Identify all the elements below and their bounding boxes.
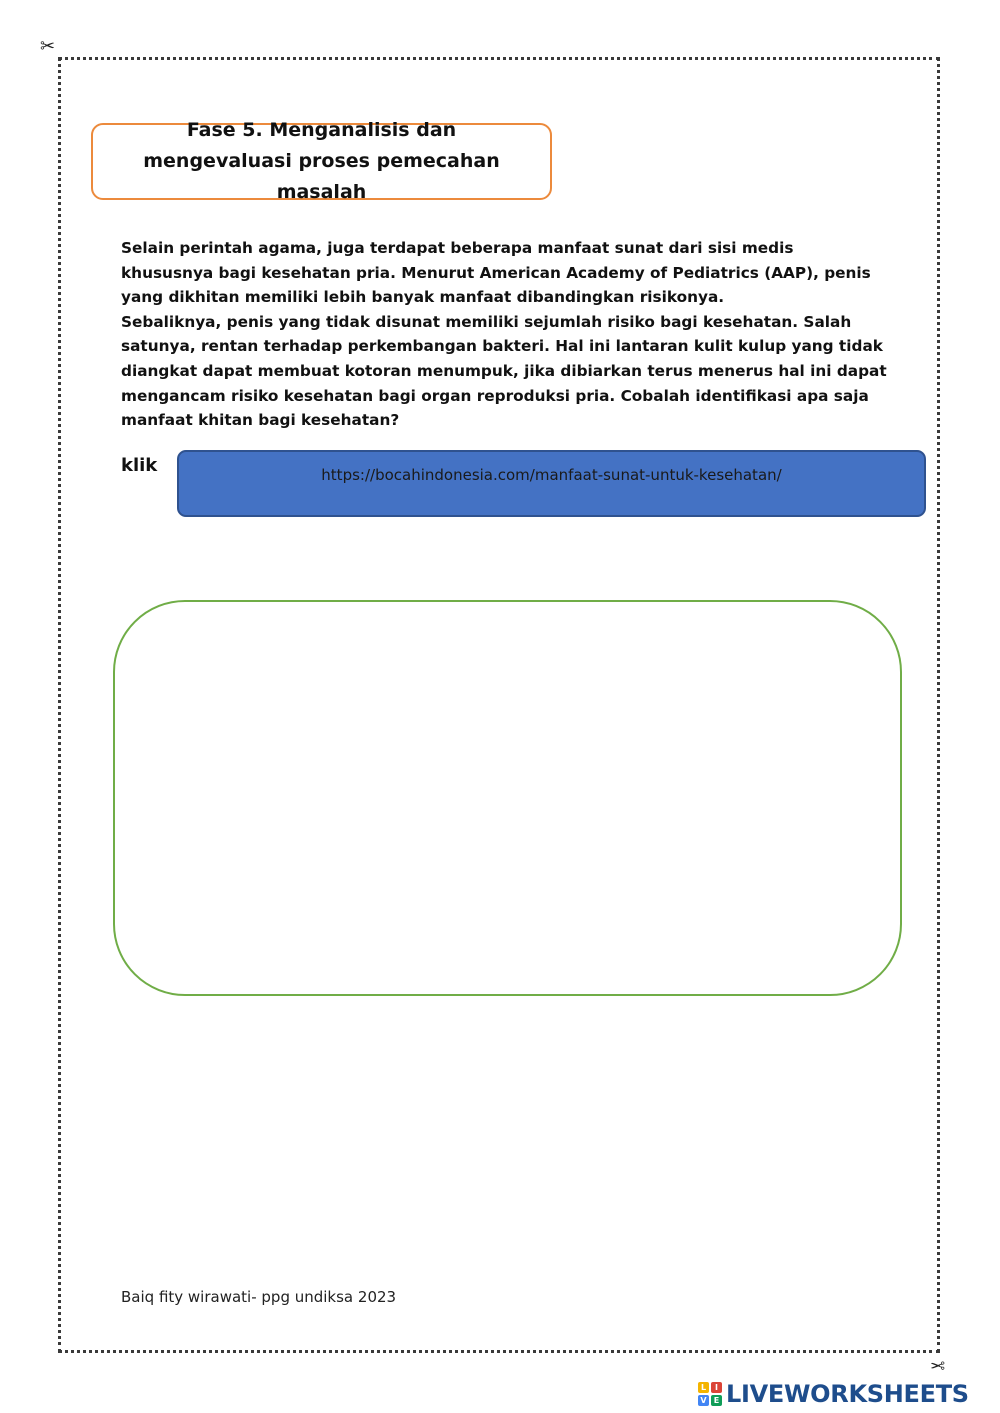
phase-heading-box <box>91 119 552 203</box>
link-url[interactable]: https://bocahindonesia.com/manfaat-sunat-untuk-kesehatan/ <box>321 466 782 484</box>
logo-letter-l: L <box>698 1382 709 1393</box>
liveworksheets-icon <box>698 1382 722 1406</box>
footer-credit: Baiq fity wirawati- ppg undiksa 2023 <box>121 1288 397 1306</box>
liveworksheets-wordmark: LIVEWORKSHEETS <box>726 1380 969 1408</box>
liveworksheets-logo[interactable] <box>698 1379 969 1409</box>
paragraph-2: Sebaliknya, penis yang tidak disunat memiliki sejumlah risiko bagi kesehatan. Salah satunya, rentan terhadap perkembangan bakteri. Hal ini lantaran kulit kulup yang tidak diangkat dapat membuat kotoran menumpuk, jika dibiarkan terus menerus hal ini dapat mengancam risiko kesehatan bagi organ reproduksi pria. Cobalah identifikasi apa saja manfaat khitan bagi kesehatan? <box>121 312 887 430</box>
instruction-text <box>121 236 891 433</box>
scissors-icon: ✂ <box>40 36 56 57</box>
paragraph-1: Selain perintah agama, juga terdapat beberapa manfaat sunat dari sisi medis khususnya bagi kesehatan pria. Menurut American Academy of Pediatrics (AAP), penis yang dikhitan memiliki lebih banyak manfaat dibandingkan risikonya. <box>121 239 871 307</box>
logo-letter-i: I <box>711 1382 722 1393</box>
scissors-icon: ✂ <box>930 1354 946 1375</box>
answer-text-box[interactable] <box>113 600 902 996</box>
phase-title: Fase 5. Menganalisis dan mengevaluasi proses pemecahan masalah <box>143 119 500 203</box>
logo-letter-e: E <box>711 1395 722 1406</box>
logo-letter-v: V <box>698 1395 709 1406</box>
klik-label: klik <box>121 455 158 476</box>
link-button[interactable] <box>177 450 926 517</box>
